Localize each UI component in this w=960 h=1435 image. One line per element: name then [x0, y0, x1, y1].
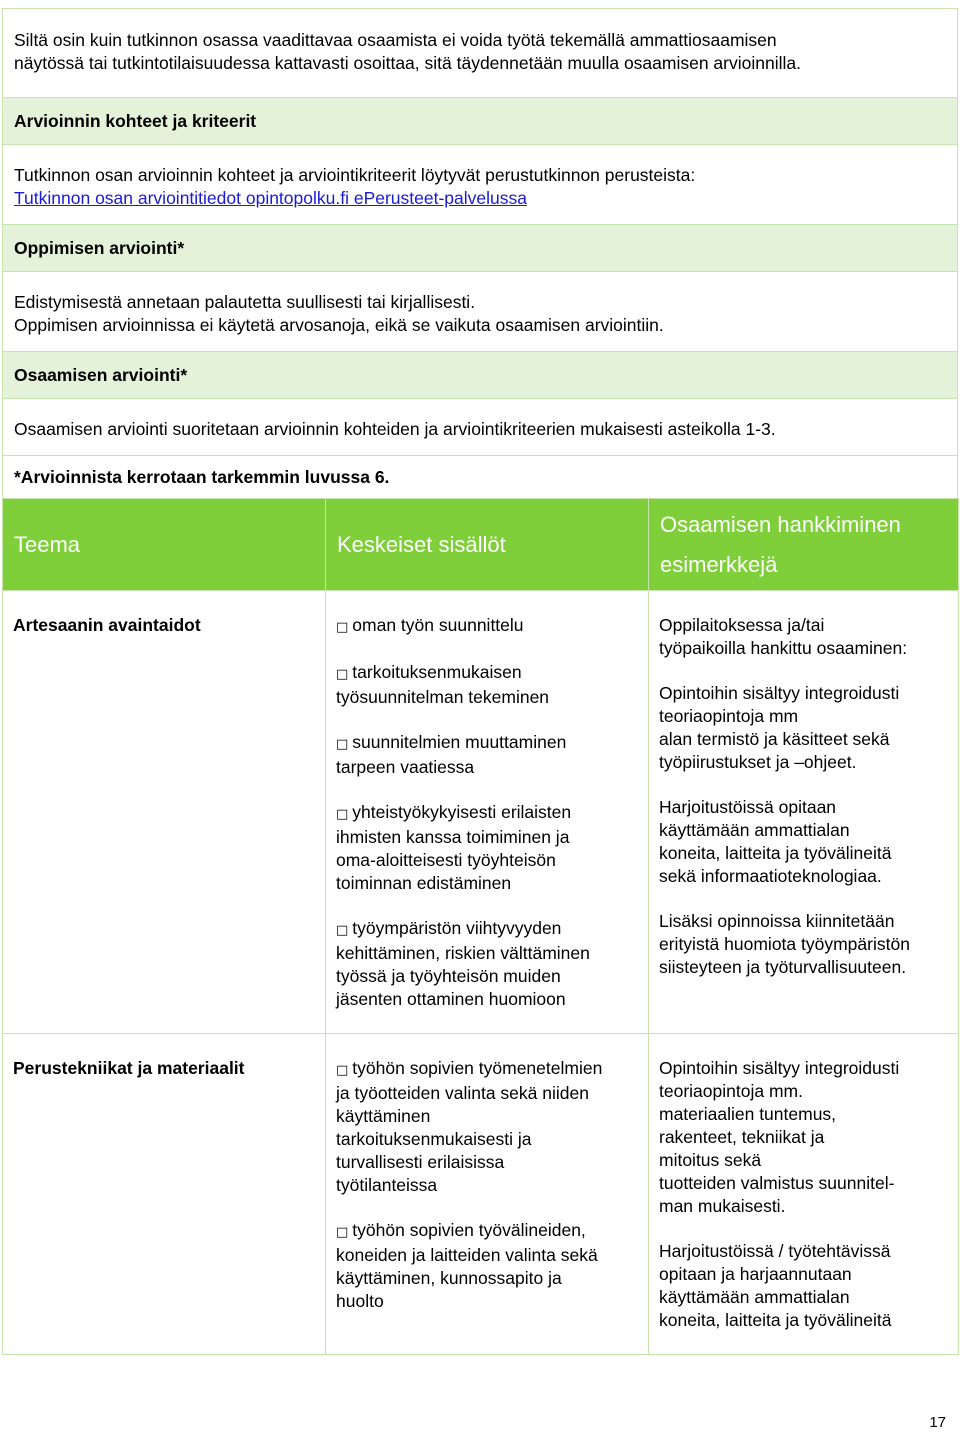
content-line: tarkoituksenmukaisen — [352, 662, 522, 682]
example-line: työpaikoilla hankittu osaaminen: — [659, 638, 908, 658]
example-line: tuotteiden valmistus suunnitel- — [659, 1173, 895, 1193]
example-line: koneita, laitteita ja työvälineitä — [659, 1310, 892, 1330]
footnote-section — [2, 455, 958, 498]
content-item — [336, 731, 638, 779]
example-line: käyttämään ammattialan — [659, 820, 850, 840]
content-line: koneiden ja laitteiden valinta sekä — [336, 1245, 598, 1265]
learning-assessment-line-1: Edistymisestä annetaan palautetta suullisesti tai kirjallisesti. — [14, 292, 476, 312]
content-line: ihmisten kanssa toimiminen ja — [336, 827, 570, 847]
content-line: turvallisesti erilaisissa — [336, 1152, 505, 1172]
content-item — [336, 1057, 638, 1197]
examples-cell — [649, 1034, 959, 1355]
page-number: 17 — [929, 1414, 946, 1431]
header-teema: Teema — [3, 499, 326, 591]
content-item — [336, 1219, 638, 1313]
table-header-row — [3, 499, 959, 591]
assessment-targets-section — [2, 97, 958, 224]
header-keskeiset-sisallot: Keskeiset sisällöt — [326, 499, 649, 591]
example-line: teoriaopintoja mm. — [659, 1081, 803, 1101]
example-line: materiaalien tuntemus, — [659, 1104, 837, 1124]
example-paragraph — [659, 614, 948, 660]
content-item — [336, 801, 638, 895]
content-item — [336, 614, 638, 639]
example-line: Lisäksi opinnoissa kiinnitetään — [659, 911, 895, 931]
example-line: Oppilaitoksessa ja/tai — [659, 615, 825, 635]
content-line: käyttäminen, kunnossapito ja — [336, 1268, 562, 1288]
example-line: Opintoihin sisältyy integroidusti — [659, 1058, 900, 1078]
content-line: kehittäminen, riskien välttäminen — [336, 943, 590, 963]
competence-assessment-text: Osaamisen arviointi suoritetaan arvioinnin kohteiden ja arviointikriteerien mukaisesti asteikolla 1-3. — [14, 419, 776, 439]
contents-cell — [326, 1034, 649, 1355]
table-row — [3, 591, 959, 1034]
checkbox-icon: □ — [336, 923, 349, 938]
content-item — [336, 661, 638, 709]
content-line: huolto — [336, 1291, 384, 1311]
intro-line-1: Siltä osin kuin tutkinnon osassa vaadittavaa osaamista ei voida työtä tekemällä ammattiosaamisen — [14, 30, 777, 50]
document-page — [2, 8, 958, 1355]
eperusteet-link[interactable]: Tutkinnon osan arviointitiedot opintopolku.fi ePerusteet-palvelussa — [14, 188, 527, 208]
example-paragraph — [659, 796, 948, 888]
intro-text — [3, 9, 957, 97]
learning-assessment-body — [3, 271, 957, 351]
example-line: mitoitus sekä — [659, 1150, 762, 1170]
example-paragraph — [659, 910, 948, 979]
intro-section — [2, 8, 958, 97]
example-line: koneita, laitteita ja työvälineitä — [659, 843, 892, 863]
example-line: teoriaopintoja mm — [659, 706, 799, 726]
competence-assessment-section — [2, 351, 958, 455]
content-line: yhteistyökykyisesti erilaisten — [352, 802, 572, 822]
content-line: työssä ja työyhteisön muiden — [336, 966, 561, 986]
table-row — [3, 1034, 959, 1355]
example-line: man mukaisesti. — [659, 1196, 786, 1216]
content-line: työsuunnitelman tekeminen — [336, 687, 550, 707]
content-line: työhön sopivien työvälineiden, — [352, 1220, 586, 1240]
checkbox-icon: □ — [336, 620, 349, 635]
content-line: käyttäminen — [336, 1106, 431, 1126]
learning-assessment-heading: Oppimisen arviointi* — [3, 224, 957, 271]
competence-assessment-body — [3, 398, 957, 455]
themes-table — [2, 498, 959, 1355]
checkbox-icon: □ — [336, 667, 349, 682]
checkbox-icon: □ — [336, 807, 349, 822]
checkbox-icon: □ — [336, 1225, 349, 1240]
content-line: toiminnan edistäminen — [336, 873, 512, 893]
content-line: oman työn suunnittelu — [352, 615, 524, 635]
example-line: alan termistö ja käsitteet sekä — [659, 729, 890, 749]
learning-assessment-line-2: Oppimisen arvioinnissa ei käytetä arvosanoja, eikä se vaikuta osaamisen arviointiin. — [14, 315, 664, 335]
assessment-targets-text: Tutkinnon osan arvioinnin kohteet ja arviointikriteerit löytyvät perustutkinnon perusteista: — [14, 165, 696, 185]
example-line: rakenteet, tekniikat ja — [659, 1127, 825, 1147]
example-line: työpiirustukset ja –ohjeet. — [659, 752, 857, 772]
content-line: suunnitelmien muuttaminen — [352, 732, 567, 752]
content-line: työtilanteissa — [336, 1175, 438, 1195]
content-line: ja työotteiden valinta sekä niiden — [336, 1083, 589, 1103]
intro-line-2: näytössä tai tutkintotilaisuudessa kattavasti osoittaa, sitä täydennetään muulla osaamisen arvioinnilla. — [14, 53, 801, 73]
content-line: tarkoituksenmukaisesti ja — [336, 1129, 532, 1149]
example-line: siisteyteen ja työturvallisuuteen. — [659, 957, 907, 977]
content-line: työympäristön viihtyvyyden — [352, 918, 562, 938]
example-line: erityistä huomiota työympäristön — [659, 934, 910, 954]
contents-cell — [326, 591, 649, 1034]
content-item — [336, 917, 638, 1011]
content-line: työhön sopivien työmenetelmien — [352, 1058, 603, 1078]
learning-assessment-section — [2, 224, 958, 351]
footnote-text: *Arvioinnista kerrotaan tarkemmin luvussa 6. — [3, 455, 957, 498]
checkbox-icon: □ — [336, 737, 349, 752]
example-paragraph — [659, 1057, 948, 1218]
content-line: tarpeen vaatiessa — [336, 757, 475, 777]
example-line: Opintoihin sisältyy integroidusti — [659, 683, 900, 703]
assessment-targets-body — [3, 144, 957, 224]
example-line: opitaan ja harjaannutaan — [659, 1264, 852, 1284]
example-line: käyttämään ammattialan — [659, 1287, 850, 1307]
header-osaamisen-hankkiminen: Osaamisen hankkiminen esimerkkejä — [649, 499, 959, 591]
checkbox-icon: □ — [336, 1063, 349, 1078]
example-line: Harjoitustöissä / työtehtävissä — [659, 1241, 891, 1261]
assessment-targets-heading: Arvioinnin kohteet ja kriteerit — [3, 97, 957, 144]
competence-assessment-heading: Osaamisen arviointi* — [3, 351, 957, 398]
teema-cell: Perustekniikat ja materiaalit — [3, 1034, 326, 1355]
example-paragraph — [659, 1240, 948, 1332]
example-paragraph — [659, 682, 948, 774]
teema-cell: Artesaanin avaintaidot — [3, 591, 326, 1034]
content-line: jäsenten ottaminen huomioon — [336, 989, 566, 1009]
example-line: sekä informaatioteknologiaa. — [659, 866, 882, 886]
content-line: oma-aloitteisesti työyhteisön — [336, 850, 556, 870]
example-line: Harjoitustöissä opitaan — [659, 797, 837, 817]
examples-cell — [649, 591, 959, 1034]
